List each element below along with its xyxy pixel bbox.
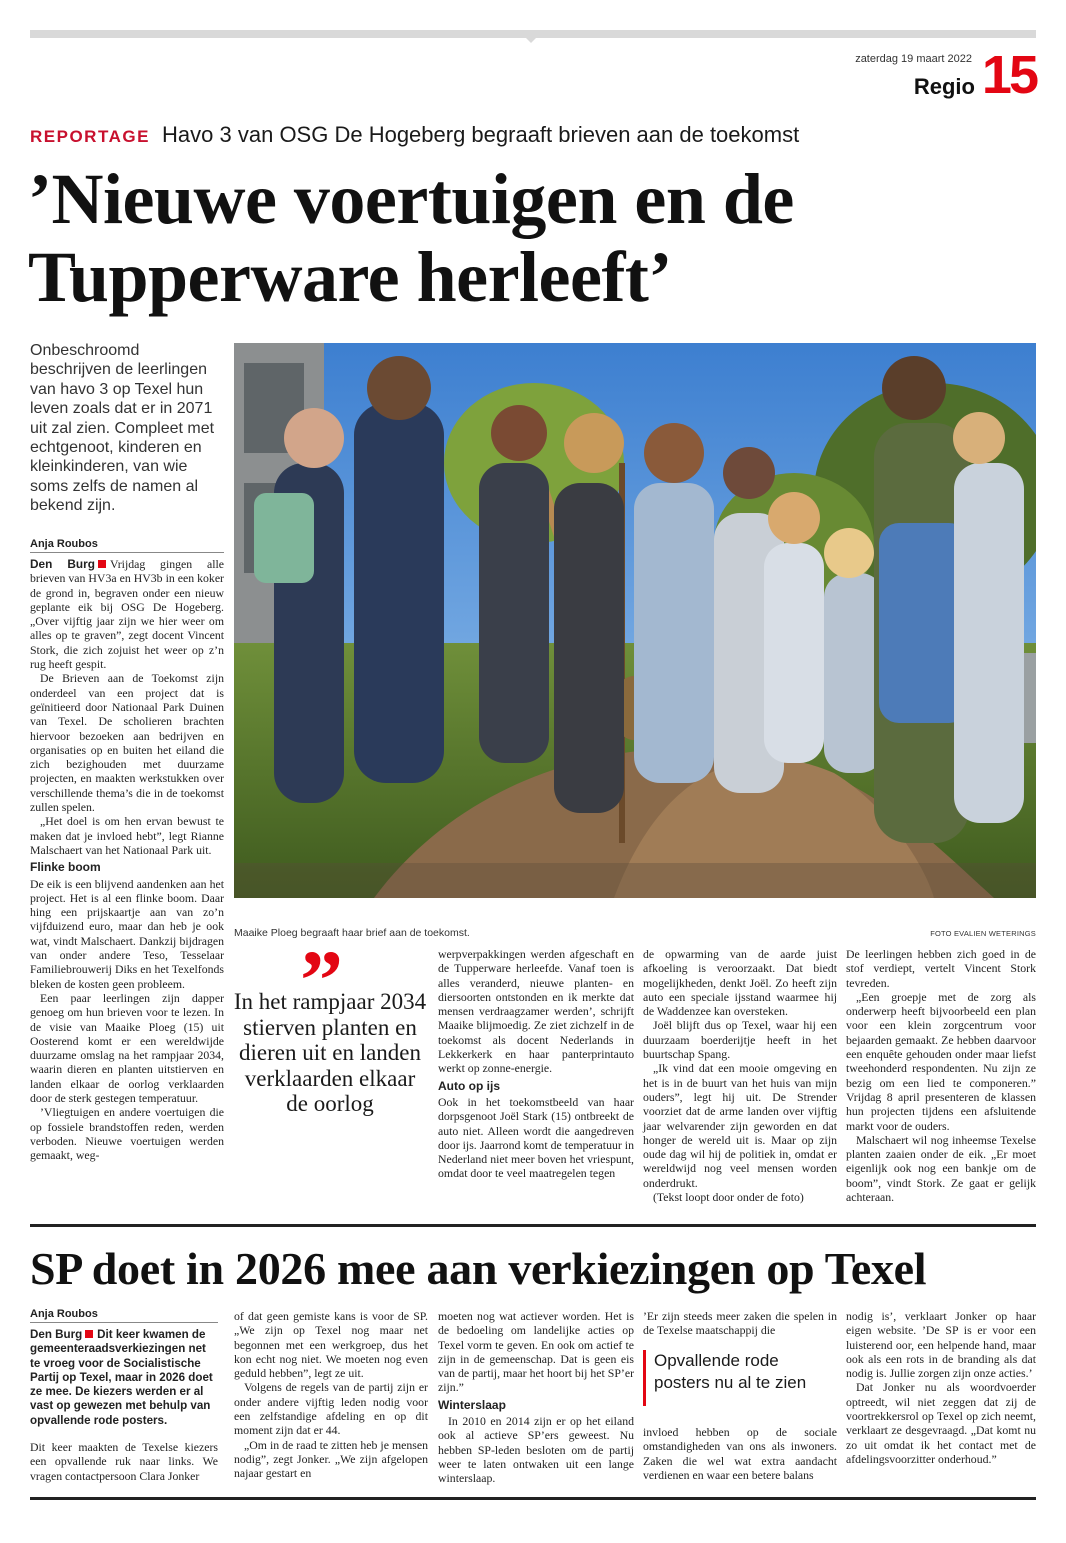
paragraph: werpverpakkingen werden afgeschaft en de Tupperware herleefde. Vanaf toen is alles veranderd, nieuwe planten- en diersoorten ontstonden en ik merkte dat mensen verdraagzamer werden’, schrijft Maaike blijmoedig. Ze ziet zichzelf in de toekomst als docent Nederlands in Lekkerkerk en haar panterprintauto werkt op zonne-energie.: [438, 947, 634, 1076]
paragraph: [30, 557, 224, 671]
paragraph: de opwarming van de aarde juist afkoeling is veroorzaakt. Dat biedt mogelijkheden, denkt Joël. Zo heeft zijn auto een speciale ijsstand waarmee hij de Waddenzee kan oversteken.: [643, 947, 837, 1019]
article-headline: ’Nieuwe voertuigen en de Tupperware herleeft’: [28, 159, 794, 317]
dateline-square-icon: [98, 560, 106, 568]
photo-caption: Maaike Ploeg begraaft haar brief aan de toekomst.: [234, 927, 470, 939]
paragraph: De leerlingen hebben zich goed in de stof verdiept, vertelt Vincent Stork tevreden.: [846, 947, 1036, 990]
section-label: Regio: [913, 74, 975, 99]
subheading: Auto op ijs: [438, 1078, 500, 1093]
paragraph: (Tekst loopt door onder de foto): [653, 1190, 804, 1205]
paragraph: Malschaert wil nog inheemse Texelse planten zaaien onder de eik. „Er moet eigenlijk ook nog een bankje om de boom”, vindt Stork. Ze gaat er gelijk achteraan.: [846, 1132, 1036, 1205]
issue-date: zaterdag 19 maart 2022: [855, 53, 972, 65]
paragraph: invloed hebben op de sociale omstandigheden van ons als inwoners. Zaken die wel wat extra aandacht verdienen en waar een betere balans: [643, 1425, 837, 1482]
article2-column-2: [234, 1309, 428, 1481]
bottom-divider: [30, 1497, 1036, 1500]
paragraph: Dit keer maakten de Texelse kiezers een opvallende ruk naar links. We vragen contactpersoon Clara Jonker: [30, 1440, 218, 1483]
paragraph: ’Vliegtuigen en andere voertuigen die op fossiele brandstoffen reden, werden verboden. Nieuwe voertuigen werden gemaakt, weg-: [30, 1105, 224, 1163]
lead-text: Dit keer kwamen de gemeenteraadsverkiezingen net te vroeg voor de Socialistische Partij op Texel, maar in 2026 doet ze mee. De kiezers werden er al vast op gewezen met behulp van opvallende rode posters.: [30, 1328, 213, 1427]
paragraph: „Om in de raad te zitten heb je mensen nodig”, zegt Jonker. „We zijn afgelopen najaar gestart en: [234, 1437, 428, 1481]
paragraph: moeten nog wat actiever worden. Het is de bedoeling om landelijke acties op Texel vorm te geven. En ook om actief te zijn in de gemeenschap. Dat is geen eis van de partij, maar het hoort bij het SP’er zijn.”: [438, 1309, 634, 1395]
article2-column-3: [438, 1309, 634, 1486]
article-column-3: [438, 947, 634, 1181]
article-kicker: [30, 122, 799, 148]
paragraph: „Het doel is om hen ervan bewust te maken dat je invloed hebt”, legt Rianne Malschaert van het Nationaal Park uit.: [30, 814, 224, 857]
paragraph: Ook in het toekomstbeeld van haar dorpsgenoot Joël Stark (15) ontbreekt de auto niet. Alleen wordt die aangedreven door ijs. Jaarrond komt de temperatuur in Nederland niet meer boven het vriespunt, omdat door te veel maatregelen tegen: [438, 1094, 634, 1181]
kicker-label: REPORTAGE: [30, 127, 150, 146]
pull-quote: In het rampjaar 2034 stierven planten en dieren uit en landen verklaarden elkaar de oorlog: [233, 989, 427, 1116]
article-photo: [234, 343, 1036, 898]
paragraph: Joël blijft dus op Texel, waar hij een duurzaam boerderijtje heeft in het buurtschap Spang.: [643, 1018, 837, 1062]
article2-headline: SP doet in 2026 mee aan verkiezingen op Texel: [30, 1243, 927, 1294]
section-divider: [30, 1224, 1036, 1227]
byline: Anja Roubos: [30, 1308, 218, 1323]
photo-students-burying-letters: [234, 343, 1036, 898]
paragraph: „Een groepje met de zorg als onderwerp heeft bijvoorbeeld een plan voor een klein zorgcentrum voor bejaarden gemaakt. Ze hebben daarvoor een enquête gehouden onder maar liefst tweehonderd respondenten. Nu zijn ze bezig om een lied te componeren.” Vrijdag 8 april presenteren de klassen hun projecten tijdens een afsluitende markt voor de ouders.: [846, 989, 1036, 1133]
paragraph: De eik is een blijvend aandenken aan het project. Het is al een flinke boom. Daar hing een prijskaartje aan van zo’n vijfduizend euro, maar dan heb je ook wat, vindt Malschaert. Dankzij bijdragen van onder andere Teso, Tesselaar Familiebrouwerij Diks en het Texelfonds bleken de kosten geen probleem.: [30, 876, 224, 991]
subheading: Flinke boom: [30, 860, 101, 875]
article2-column-4-top: [643, 1309, 837, 1338]
dateline: Den Burg: [30, 557, 95, 571]
article2-pull-quote: Opvallende rode posters nu al te zien: [643, 1350, 837, 1406]
paragraph: ’Er zijn steeds meer zaken die spelen in de Texelse maatschappij die: [643, 1309, 837, 1338]
paragraph: of dat geen gemiste kans is voor de SP. „We zijn op Texel nog maar net begonnen met een werkgroep, dus het kon echt nog niet. We moeten nog even geduld hebben”, legt ze uit.: [234, 1309, 428, 1381]
paragraph: Volgens de regels van de partij zijn er onder andere vijftig leden nodig voor een zelfstandige afdeling en op dit moment zijn dat er 44.: [234, 1380, 428, 1438]
page-number: 15: [981, 45, 1036, 105]
article2-column-5: [846, 1309, 1036, 1466]
paragraph: „Ik vind dat een mooie omgeving en het is in de buurt van het huis van mijn ouders”, legt hij uit. De Strender voorziet dat de arme landen over vijftig jaar welvarender zijn geworden en dat honger de wereld uit is. Maar op zijn oude dag wil hij de politiek in, omdat er wereldwijd nog veel mensen worden onderdrukt.: [643, 1061, 837, 1190]
paragraph: Een paar leerlingen zijn dapper genoeg om hun brieven voor te lezen. In de visie van Maaike Ploeg (15) uit Oosterend komt er een wereldwijde duurzame omslag na het rampjaar 2034, waarin dieren en planten uitstierven en landen elkaar de oorlog verklaarden door de sterk gestegen temperatuur.: [30, 990, 224, 1105]
kicker-subtitle: Havo 3 van OSG De Hogeberg begraaft brieven aan de toekomst: [162, 122, 800, 147]
quote-mark-icon: ”: [300, 932, 343, 1028]
article2-column-4-bottom: [643, 1425, 837, 1482]
photo-credit: FOTO EVALIEN WETERINGS: [930, 929, 1036, 938]
paragraph: In 2010 en 2014 zijn er op het eiland ook al actieve SP’ers geweest. Nu hebben SP-leden besloten om de partij weer te laten ontwaken uit een lange winterslaap.: [438, 1414, 634, 1486]
article2-column-1: [30, 1328, 218, 1483]
dateline: Den Burg: [30, 1328, 83, 1341]
paragraph: nodig is’, verklaart Jonker op haar eigen website. ’De SP is er voor een luisterend oor, een helpende hand, maar ook als een rots in de branding als dat nodig is. Jullie zorgen zijn onze acties.’: [846, 1309, 1036, 1381]
dateline-square-icon: [85, 1330, 93, 1338]
paragraph-text: Vrijdag gingen alle brieven van HV3a en HV3b in een koker de grond in, begraven onder een nieuw geplante eik bij OSG De Hogeberg. „Over vijftig jaar zijn we hier weer om alles op te graven”, zegt docent Vincent Stork, die zich zojuist het weer op z’n rug heeft gespit.: [30, 557, 224, 672]
article2-lead: [30, 1328, 218, 1428]
paragraph: Dat Jonker nu als woordvoerder optreedt, wil niet zeggen dat zij de voortrekkersrol op Texel op zich neemt, verklaart ze desgevraagd. „Dat komt nu zo uit omdat ik het contact met de afdelingsvoorzitter onderhoud.”: [846, 1380, 1036, 1466]
article-column-1: [30, 557, 224, 1162]
article-column-5: [846, 947, 1036, 1204]
paragraph: De Brieven aan de Toekomst zijn onderdeel van een project dat is geïnitieerd door Nationaal Park Duinen van Texel. De scholieren brachten hiervoor bezoeken aan bedrijven en organisaties op en buiten het eiland die zich bezighouden met duurzame projecten, en maakten werkstukken over verschillende thema’s die in de toekomst zullen spelen.: [30, 671, 224, 815]
article-intro: Onbeschroomd beschrijven de leerlingen van havo 3 op Texel hun leven zoals dat er in 2071 uit zal zien. Compleet met echtgenoot, kinderen en kleinkinderen, van wie soms zelfs de namen al bekend zijn.: [30, 342, 215, 515]
article-column-4: [643, 947, 837, 1204]
byline: Anja Roubos: [30, 538, 224, 553]
subheading: Winterslaap: [438, 1397, 506, 1412]
top-notch: [524, 36, 538, 43]
